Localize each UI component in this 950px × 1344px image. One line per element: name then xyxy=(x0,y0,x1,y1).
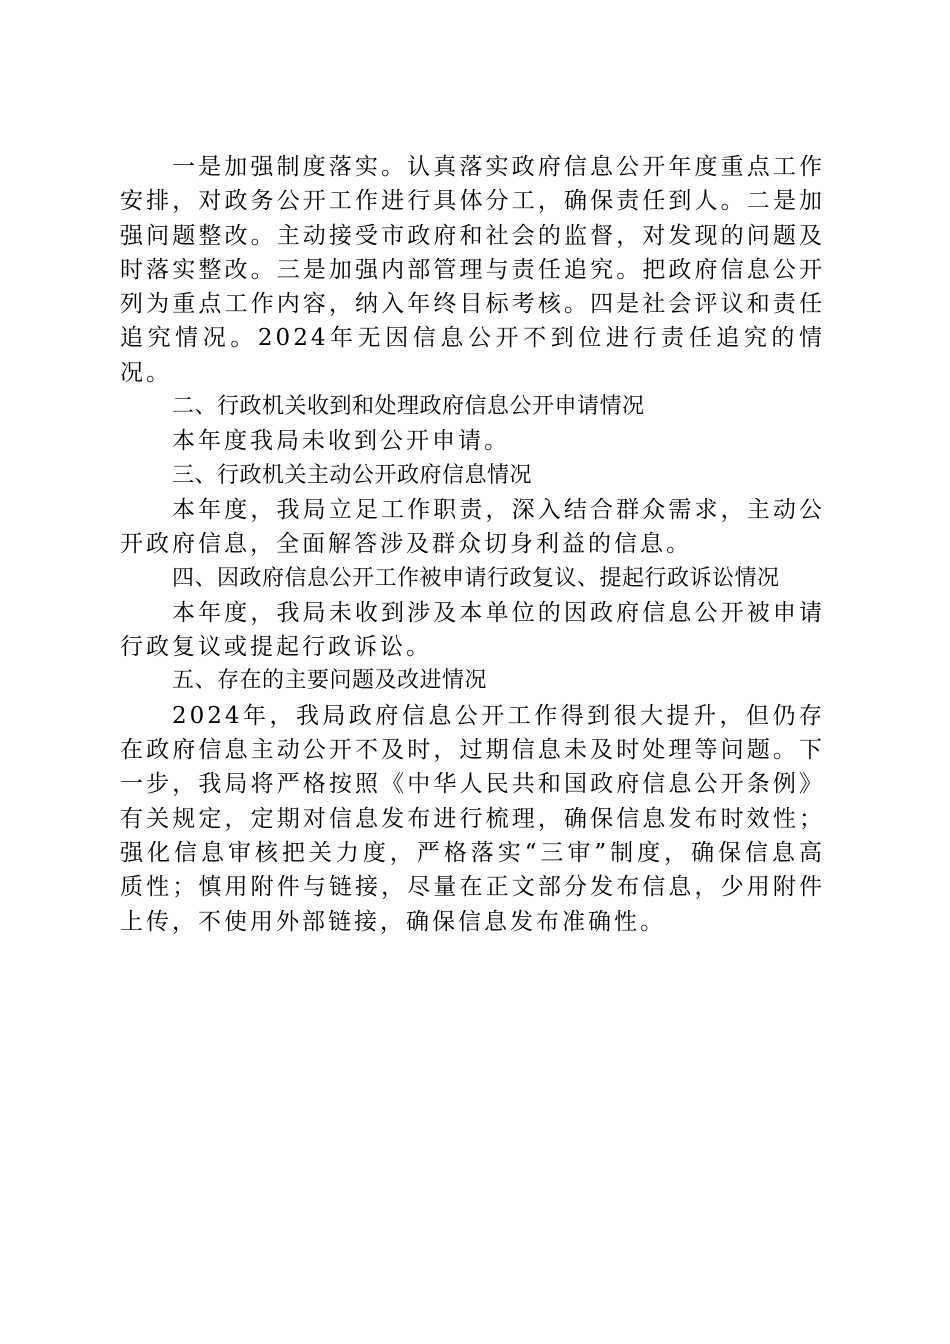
section-heading-5: 五、存在的主要问题及改进情况 xyxy=(172,668,488,694)
paragraph-review-litigation: 本年度，我局未收到涉及本单位的因政府信息公开被申请行政复议或提起行政诉讼。 xyxy=(120,599,825,661)
paragraph-problems-improvements: 2024年，我局政府信息公开工作得到很大提升，但仍存在政府信息主动公开不及时，过期信息未及时处理等问题。下一步，我局将严格按照《中华人民共和国政府信息公开条例》有关规定，定期对信息发布进行梳理，确保信息发布时效性；强化信息审核把关力度，严格落实“三审”制度，确保信息高质性；慎用附件与链接，尽量在正文部分发布信息，少用附件上传，不使用外部链接，确保信息发布准确性。 xyxy=(120,702,825,935)
section-heading-3: 三、行政机关主动公开政府信息情况 xyxy=(172,462,533,488)
paragraph-applications: 本年度我局未收到公开申请。 xyxy=(172,428,510,455)
section-heading-4: 四、因政府信息公开工作被申请行政复议、提起行政诉讼情况 xyxy=(172,565,780,591)
document-page xyxy=(120,150,825,939)
section-heading-2: 二、行政机关收到和处理政府信息公开申请情况 xyxy=(172,394,645,420)
paragraph-active-disclosure: 本年度，我局立足工作职责，深入结合群众需求，主动公开政府信息，全面解答涉及群众切身利益的信息。 xyxy=(120,496,825,558)
paragraph-system-implementation: 一是加强制度落实。认真落实政府信息公开年度重点工作安排，对政务公开工作进行具体分工，确保责任到人。二是加强问题整改。主动接受市政府和社会的监督，对发现的问题及时落实整改。三是加强内部管理与责任追究。把政府信息公开列为重点工作内容，纳入年终目标考核。四是社会评议和责任追究情况。2024年无因信息公开不到位进行责任追究的情况。 xyxy=(120,154,825,386)
